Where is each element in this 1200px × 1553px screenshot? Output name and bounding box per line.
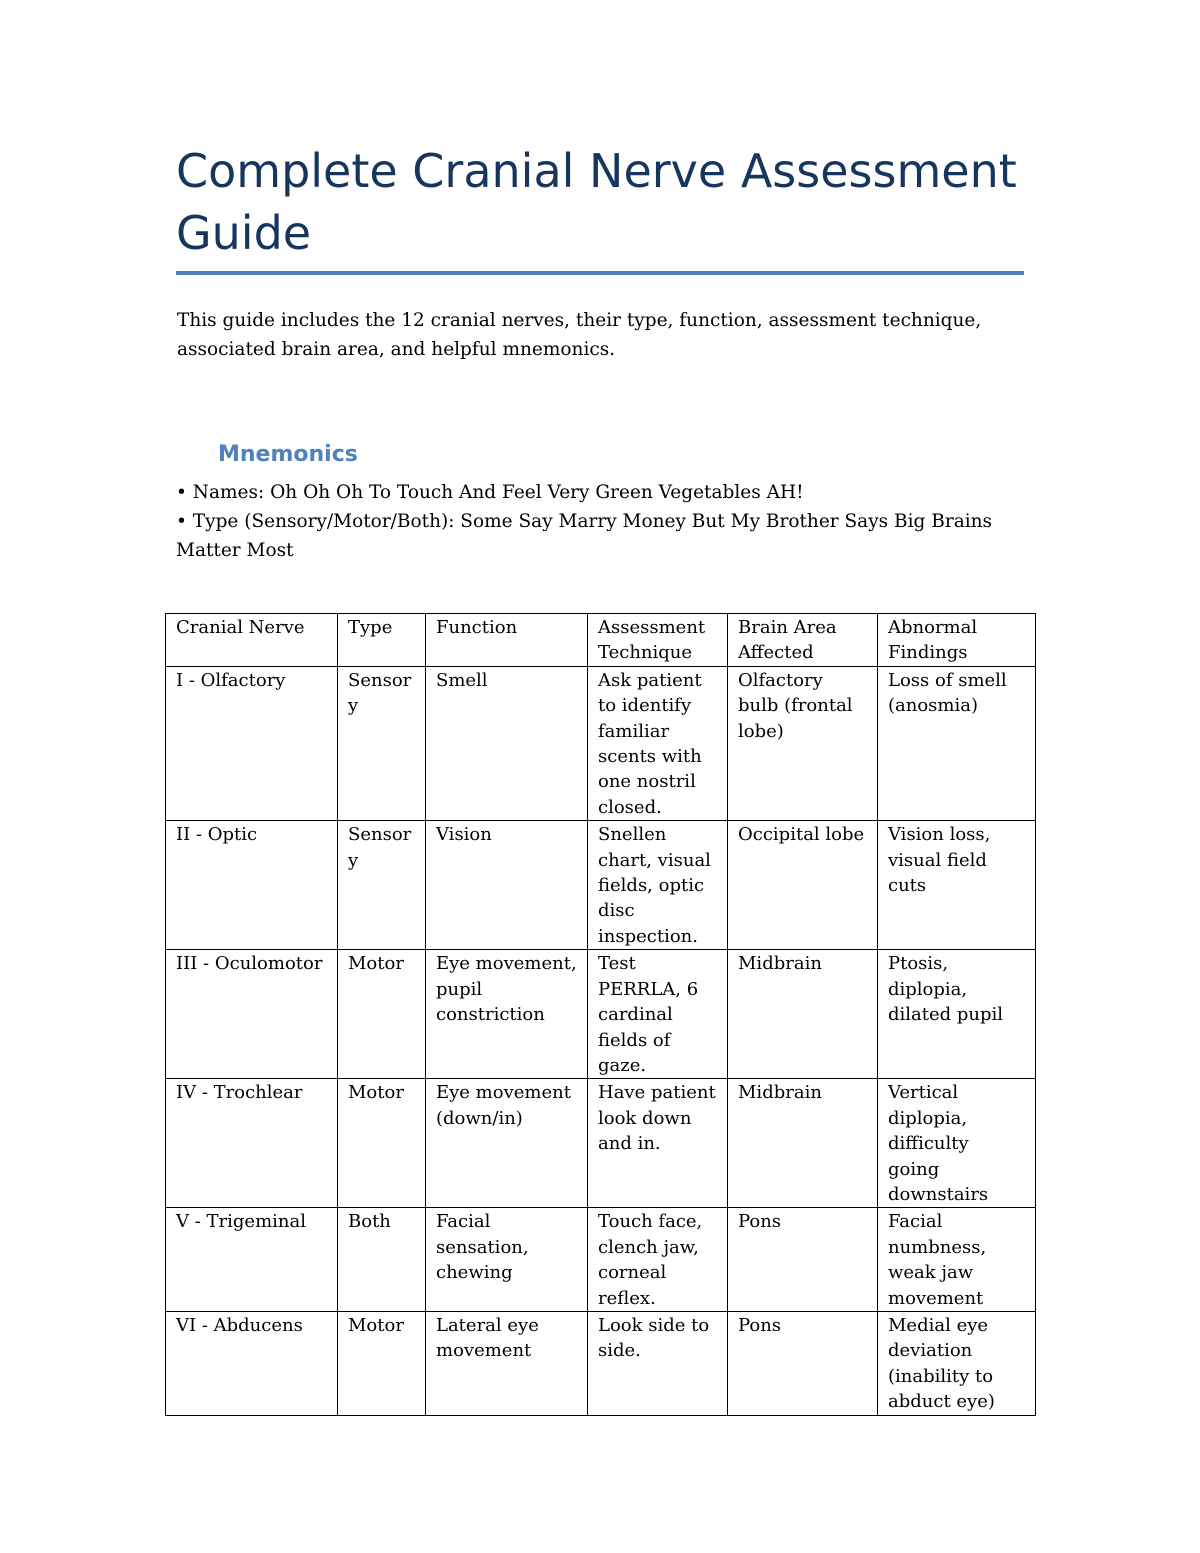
header-type: Type [338, 614, 426, 667]
page-title: Complete Cranial Nerve Assessment Guide [176, 144, 1017, 260]
table-row [166, 950, 1036, 1079]
cranial-nerve-table [165, 613, 1036, 1416]
mnemonics-heading: Mnemonics [218, 442, 358, 467]
mnemonic-list [176, 478, 996, 565]
header-cranial-nerve: Cranial Nerve [166, 614, 338, 667]
cell-nerve: VI - Abducens [166, 1311, 338, 1415]
cell-nerve: V - Trigeminal [166, 1208, 338, 1312]
header-abnormal-findings: Abnormal Findings [878, 614, 1036, 667]
cell-function: Facial sensation, chewing [426, 1208, 588, 1312]
table-row [166, 1079, 1036, 1208]
cell-assessment: Have patient look down and in. [588, 1079, 728, 1208]
cell-assessment: Look side to side. [588, 1311, 728, 1415]
cell-findings: Loss of smell (anosmia) [878, 666, 1036, 820]
cell-brain-area: Pons [728, 1208, 878, 1312]
cell-type: Motor [338, 1079, 426, 1208]
cell-type: Motor [338, 1311, 426, 1415]
cell-function: Eye movement, pupil constriction [426, 950, 588, 1079]
intro-paragraph: This guide includes the 12 cranial nerves, their type, function, assessment technique, associated brain area, and helpful mnemonics. [177, 310, 982, 360]
table-row [166, 1208, 1036, 1312]
cell-assessment: Ask patient to identify familiar scents with one nostril closed. [588, 666, 728, 820]
cell-nerve: I - Olfactory [166, 666, 338, 820]
cell-brain-area: Midbrain [728, 1079, 878, 1208]
cell-findings: Vertical diplopia, difficulty going downstairs [878, 1079, 1036, 1208]
cell-type: Sensory [338, 666, 426, 820]
cell-type: Sensory [338, 821, 426, 950]
table-row [166, 821, 1036, 950]
header-assessment-technique: Assessment Technique [588, 614, 728, 667]
cell-assessment: Touch face, clench jaw, corneal reflex. [588, 1208, 728, 1312]
cell-function: Lateral eye movement [426, 1311, 588, 1415]
cell-type: Both [338, 1208, 426, 1312]
cell-function: Vision [426, 821, 588, 950]
table-row [166, 666, 1036, 820]
table-row [166, 1311, 1036, 1415]
header-function: Function [426, 614, 588, 667]
cell-type: Motor [338, 950, 426, 1079]
cell-findings: Vision loss, visual field cuts [878, 821, 1036, 950]
cell-nerve: II - Optic [166, 821, 338, 950]
cell-brain-area: Olfactory bulb (frontal lobe) [728, 666, 878, 820]
cell-brain-area: Occipital lobe [728, 821, 878, 950]
cell-nerve: IV - Trochlear [166, 1079, 338, 1208]
cell-function: Eye movement (down/in) [426, 1079, 588, 1208]
cell-assessment: Snellen chart, visual fields, optic disc inspection. [588, 821, 728, 950]
cell-function: Smell [426, 666, 588, 820]
cell-findings: Ptosis, diplopia, dilated pupil [878, 950, 1036, 1079]
mnemonic-names: • Names: Oh Oh Oh To Touch And Feel Very Green Vegetables AH! [176, 482, 804, 503]
mnemonic-type: • Type (Sensory/Motor/Both): Some Say Marry Money But My Brother Says Big Brains Matter Most [176, 511, 993, 561]
title-underline [176, 271, 1024, 275]
cell-findings: Facial numbness, weak jaw movement [878, 1208, 1036, 1312]
cell-brain-area: Pons [728, 1311, 878, 1415]
cell-findings: Medial eye deviation (inability to abduct eye) [878, 1311, 1036, 1415]
table-header-row [166, 614, 1036, 667]
cell-assessment: Test PERRLA, 6 cardinal fields of gaze. [588, 950, 728, 1079]
cell-brain-area: Midbrain [728, 950, 878, 1079]
cell-nerve: III - Oculomotor [166, 950, 338, 1079]
header-brain-area: Brain Area Affected [728, 614, 878, 667]
